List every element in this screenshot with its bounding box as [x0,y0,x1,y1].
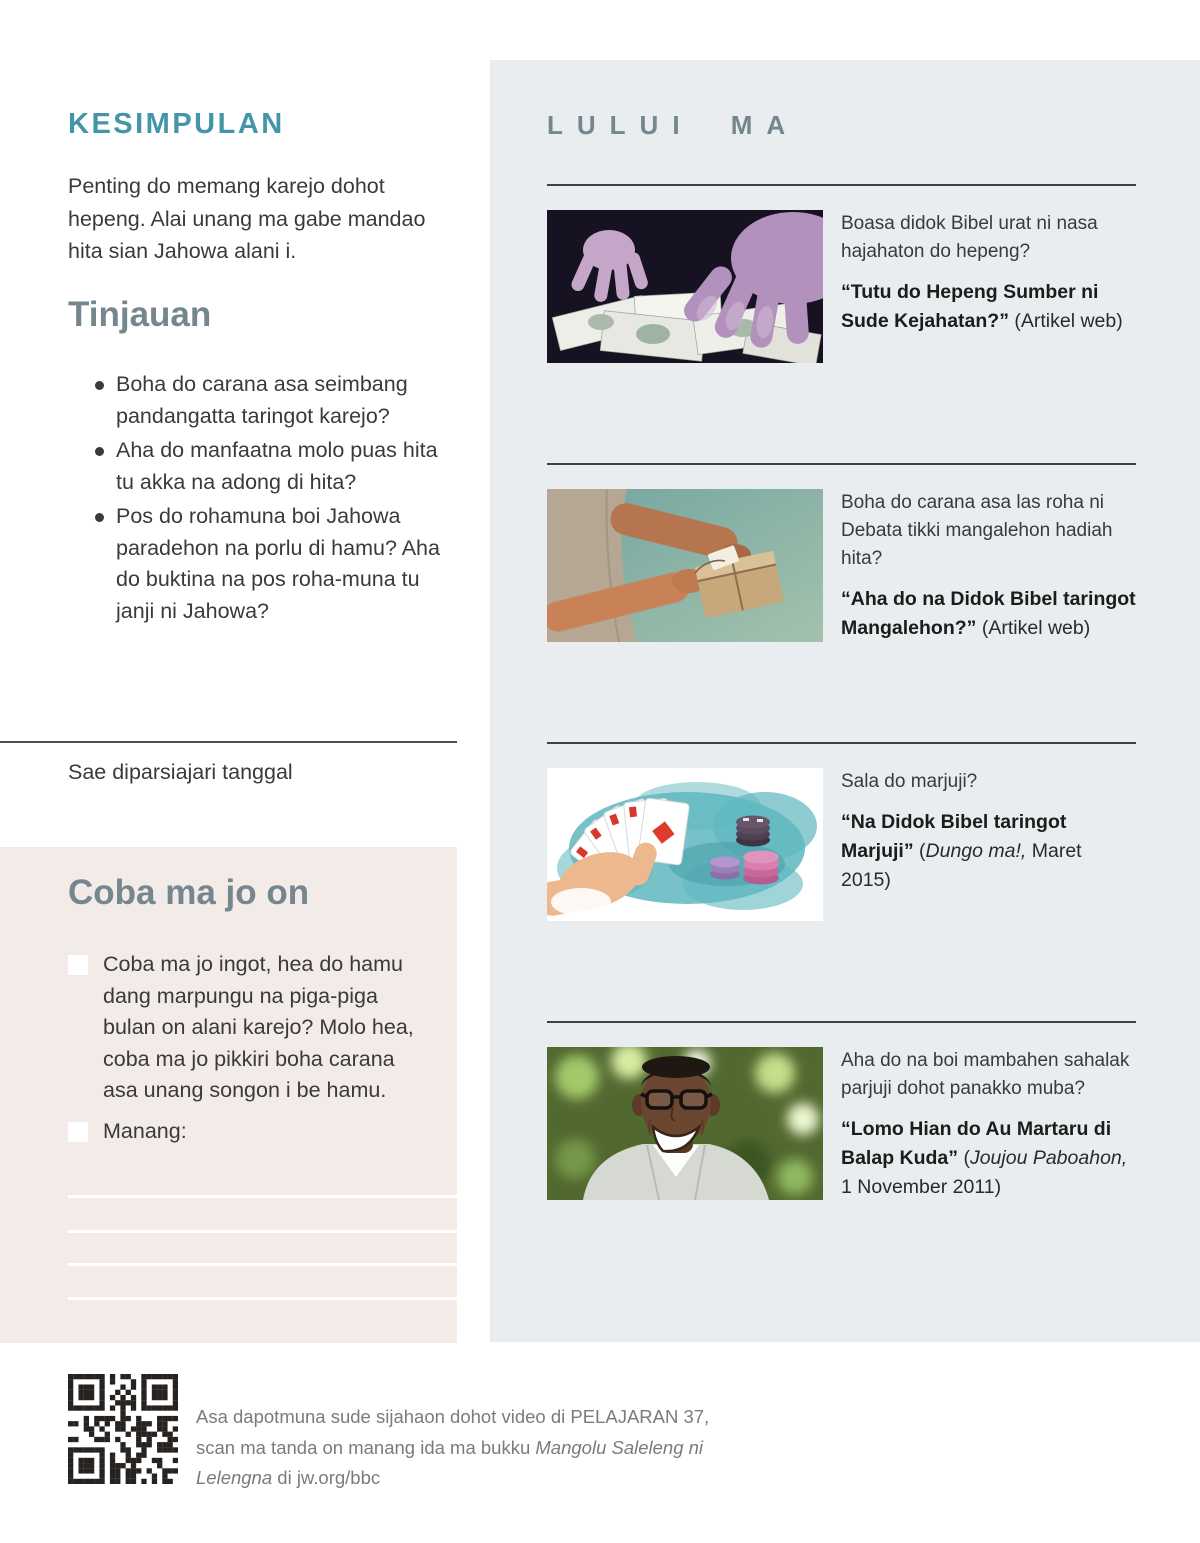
answer-line[interactable] [68,1230,457,1233]
bullet-icon [95,513,104,522]
review-question [95,501,461,627]
review-question-text: Boha do carana asa seimbang pandangatta taringot karejo? [116,372,408,428]
reference-question: Sala do marjuji? [841,771,978,792]
checkbox[interactable] [68,1122,88,1142]
references-panel [490,60,1200,1342]
reference-question: Boasa didok Bibel urat ni nasa hajahaton do hepeng? [841,213,1098,262]
try-this-item-text: Manang: [103,1118,187,1143]
qr-code [68,1374,178,1484]
article-title: “Tutu do Hepeng Sumber ni Sude Kejahatan?” [841,281,1099,332]
reference-title: “Lomo Hian do Au Martaru di Balap Kuda” (Joujou Paboahon, 1 November 2011) [841,1118,1128,1198]
study-date-label: Sae diparsiajari tanggal [68,760,293,784]
review-question-list [95,369,461,630]
try-this-item [68,1116,430,1148]
qr-caption-book-title: Mangolu Saleleng ni Lelengna [196,1436,704,1488]
giving-gift-image [547,489,823,642]
try-this-item [68,949,430,1107]
reference-item [547,184,1136,463]
source-note: Artikel web) [1020,310,1123,332]
reference-question: Aha do na boi mambahen sahalak parjuji dohot panakko muba? [841,1050,1130,1099]
try-this-heading: Coba ma jo on [68,873,310,912]
article-title: “Lomo Hian do Au Martaru di Balap Kuda” [841,1118,1112,1169]
reference-text [841,489,1136,742]
review-question [95,435,461,498]
reference-item [547,463,1136,742]
checkbox[interactable] [68,955,88,975]
source-note: 1 November 2011) [841,1176,1002,1198]
summary-heading: KESIMPULAN [68,108,285,140]
source-publication: Joujou Paboahon, [969,1147,1128,1169]
qr-caption-text: Asa dapotmuna sude sijahaon dohot video di PELAJARAN 37, scan ma tanda on manang ida ma bukku [196,1406,710,1458]
summary-paragraph: Penting do memang karejo dohot hepeng. Alai unang ma gabe mandao hita sian Jahowa alani i. [68,174,426,263]
answer-line[interactable] [68,1297,457,1300]
reference-question: Boha do carana asa las roha ni Debata tikki mangalehon hadiah hita? [841,492,1113,569]
answer-line[interactable] [68,1195,457,1198]
hands-grabbing-money-image [547,210,823,363]
review-question-text: Aha do manfaatna molo puas hita tu akka na adong di hita? [116,438,438,494]
try-this-panel [0,847,457,1343]
references-heading: LULUI MA [547,110,800,140]
reference-title: “Aha do na Didok Bibel taringot Mangalehon?” (Artikel web) [841,588,1136,639]
try-this-item-text: Coba ma jo ingot, hea do hamu dang marpungu na piga-piga bulan on alani karejo? Molo hea, coba ma jo pikkiri boha carana asa unang songon i be hamu. [103,952,414,1102]
review-question [95,369,461,432]
reference-title: “Na Didok Bibel taringot Marjuji” (Dungo ma!, Maret 2015) [841,811,1082,891]
article-title: “Na Didok Bibel taringot Marjuji” [841,811,1067,862]
source-note: Maret 2015) [841,840,1082,891]
reference-item [547,742,1136,1021]
qr-caption [196,1402,748,1494]
article-title: “Aha do na Didok Bibel taringot Mangalehon?” [841,588,1136,639]
reference-text [841,210,1136,463]
source-note: Artikel web) [988,617,1091,639]
review-heading: Tinjauan [68,295,212,334]
bullet-icon [95,381,104,390]
review-question-text: Pos do rohamuna boi Jahowa paradehon na porlu di hamu? Aha do buktina na pos roha-muna tu janji ni Jahowa? [116,504,440,623]
bullet-icon [95,447,104,456]
source-publication: Dungo ma!, [925,840,1027,862]
reference-text [841,1047,1136,1300]
smiling-man-image [547,1047,823,1200]
reference-text [841,768,1136,1021]
reference-item [547,1021,1136,1300]
answer-line[interactable] [68,1263,457,1266]
qr-caption-url: di jw.org/bbc [272,1467,381,1488]
reference-list [547,184,1136,1300]
divider-line [0,741,457,743]
playing-cards-image [547,768,823,921]
reference-title: “Tutu do Hepeng Sumber ni Sude Kejahatan?” (Artikel web) [841,281,1123,332]
